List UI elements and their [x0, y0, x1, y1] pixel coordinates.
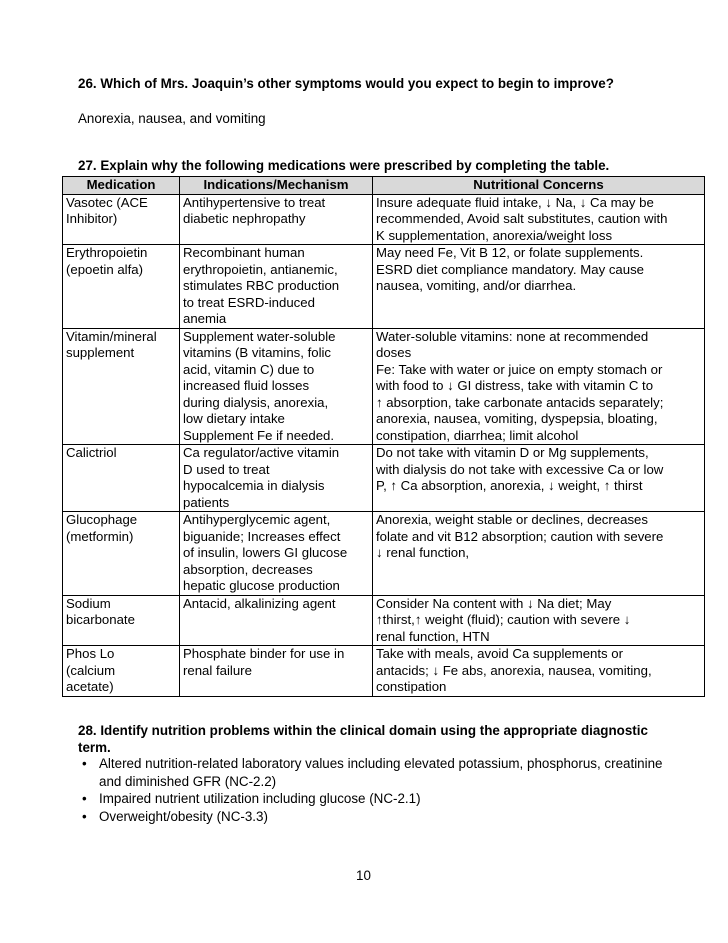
cell-line: vitamins (B vitamins, folic — [183, 345, 332, 360]
medication-cell — [63, 595, 180, 646]
header-indications: Indications/Mechanism — [180, 177, 373, 195]
cell-line: Vasotec (ACE — [66, 194, 148, 210]
answer-26: Anorexia, nausea, and vomiting — [78, 111, 266, 126]
cell-line: recommended, Avoid salt substitutes, caution with — [376, 211, 668, 226]
cell-line: acid, vitamin C) due to — [183, 361, 315, 377]
cell-line: Phosphate binder for use in — [183, 646, 345, 661]
cell-line: Inhibitor) — [66, 211, 118, 226]
cell-line: (metformin) — [66, 528, 134, 544]
medication-cell — [63, 328, 180, 445]
cell-line: supplement — [66, 345, 135, 360]
cell-line: K supplementation, anorexia/weight loss — [376, 227, 613, 243]
cell-line: constipation — [376, 679, 447, 694]
cell-line: low dietary intake — [183, 411, 285, 426]
concerns-cell — [373, 194, 705, 245]
medication-cell — [63, 445, 180, 512]
cell-line: during dialysis, anorexia, — [183, 394, 329, 410]
cell-line: Antihyperglycemic agent, — [183, 512, 331, 527]
cell-line: Antacid, alkalinizing agent — [183, 595, 336, 611]
cell-line: ESRD diet compliance mandatory. May cause — [376, 261, 645, 277]
table-row — [63, 194, 705, 245]
cell-line: ↓ renal function, — [376, 545, 470, 560]
concerns-cell — [373, 646, 705, 697]
cell-line: folate and vit B12 absorption; caution with severe — [376, 528, 664, 544]
question-27: 27. Explain why the following medications were prescribed by completing the table. — [78, 158, 610, 173]
table-header-row — [63, 177, 705, 195]
medication-cell — [63, 194, 180, 245]
indications-cell — [180, 328, 373, 445]
table-row — [63, 245, 705, 329]
cell-line: hepatic glucose production — [183, 578, 340, 593]
cell-line: bicarbonate — [66, 612, 135, 627]
cell-line: nausea, vomiting, and/or diarrhea. — [376, 278, 577, 293]
cell-line: Water-soluble vitamins: none at recommended — [376, 328, 649, 344]
cell-line: Erythropoietin — [66, 245, 148, 260]
cell-line: Antihypertensive to treat — [183, 194, 326, 210]
medications-table — [62, 176, 705, 697]
table-row — [63, 445, 705, 512]
cell-line: Consider Na content with ↓ Na diet; May — [376, 595, 612, 611]
medication-cell — [63, 245, 180, 329]
indications-cell — [180, 512, 373, 596]
cell-line: biguanide; Increases effect — [183, 528, 341, 544]
cell-line: patients — [183, 494, 230, 510]
cell-line: acetate) — [66, 679, 114, 694]
cell-line: Sodium — [66, 595, 111, 611]
concerns-cell — [373, 245, 705, 329]
table-row — [63, 328, 705, 445]
bullet-icon: • — [82, 808, 87, 824]
cell-line: P, ↑ Ca absorption, anorexia, ↓ weight, ↑ thirst — [376, 478, 643, 493]
cell-line: stimulates RBC production — [183, 278, 340, 293]
medication-cell — [63, 646, 180, 697]
cell-line: Take with meals, avoid Ca supplements or — [376, 646, 624, 661]
cell-line: anemia — [183, 311, 227, 326]
list-item-text: Altered nutrition-related laboratory values including elevated potassium, phosphorus, creatinine and diminished GFR (NC-2.2) — [99, 756, 663, 789]
concerns-cell — [373, 328, 705, 445]
nutrition-problem-list — [78, 755, 678, 825]
question-26: 26. Which of Mrs. Joaquin’s other symptoms would you expect to begin to improve? — [78, 76, 614, 91]
cell-line: Supplement Fe if needed. — [183, 427, 335, 443]
cell-line: with dialysis do not take with excessive Ca or low — [376, 461, 664, 477]
indications-cell — [180, 595, 373, 646]
bullet-icon: • — [82, 791, 87, 806]
cell-line: erythropoietin, antianemic, — [183, 261, 338, 277]
table-row — [63, 595, 705, 646]
cell-line: Calictriol — [66, 445, 117, 460]
cell-line: of insulin, lowers GI glucose — [183, 545, 348, 560]
list-item-text: Impaired nutrient utilization including glucose (NC-2.1) — [99, 791, 421, 806]
page-number: 10 — [356, 868, 371, 883]
header-concerns: Nutritional Concerns — [373, 177, 705, 195]
bullet-icon: • — [82, 756, 87, 771]
question-28: 28. Identify nutrition problems within the clinical domain using the appropriate diagnostic term. — [78, 723, 648, 755]
cell-line: Do not take with vitamin D or Mg supplements, — [376, 445, 649, 460]
cell-line: Phos Lo — [66, 646, 115, 661]
cell-line: renal failure — [183, 662, 252, 678]
indications-cell — [180, 445, 373, 512]
cell-line: ↑ absorption, take carbonate antacids separately; — [376, 394, 664, 410]
cell-line: D used to treat — [183, 461, 270, 477]
list-item — [78, 755, 678, 790]
cell-line: constipation, diarrhea; limit alcohol — [376, 427, 579, 443]
cell-line: (calcium — [66, 662, 116, 678]
concerns-cell — [373, 595, 705, 646]
medication-cell — [63, 512, 180, 596]
cell-line: Insure adequate fluid intake, ↓ Na, ↓ Ca may be — [376, 194, 654, 210]
list-item-text: Overweight/obesity (NC-3.3) — [99, 808, 268, 824]
cell-line: Glucophage — [66, 512, 138, 527]
list-item — [78, 790, 678, 808]
concerns-cell — [373, 445, 705, 512]
cell-line: Recombinant human — [183, 245, 305, 260]
cell-line: Vitamin/mineral — [66, 328, 157, 344]
cell-line: increased fluid losses — [183, 378, 310, 393]
table-row — [63, 512, 705, 596]
header-medication: Medication — [63, 177, 180, 195]
cell-line: (epoetin alfa) — [66, 261, 143, 277]
cell-line: to treat ESRD-induced — [183, 294, 315, 310]
cell-line: renal function, HTN — [376, 628, 490, 644]
cell-line: antacids; ↓ Fe abs, anorexia, nausea, vomiting, — [376, 662, 652, 678]
cell-line: ↑thirst,↑ weight (fluid); caution with severe ↓ — [376, 612, 631, 627]
cell-line: absorption, decreases — [183, 561, 313, 577]
cell-line: Anorexia, weight stable or declines, decreases — [376, 512, 648, 527]
list-item — [78, 808, 678, 826]
indications-cell — [180, 245, 373, 329]
indications-cell — [180, 646, 373, 697]
cell-line: diabetic nephropathy — [183, 211, 306, 226]
concerns-cell — [373, 512, 705, 596]
table-row — [63, 646, 705, 697]
indications-cell — [180, 194, 373, 245]
cell-line: May need Fe, Vit B 12, or folate supplements. — [376, 245, 644, 260]
cell-line: doses — [376, 345, 412, 360]
cell-line: hypocalcemia in dialysis — [183, 478, 325, 493]
cell-line: anorexia, nausea, vomiting, dyspepsia, bloating, — [376, 411, 658, 426]
cell-line: Ca regulator/active vitamin — [183, 445, 340, 460]
cell-line: with food to ↓ GI distress, take with vitamin C to — [376, 378, 654, 393]
cell-line: Fe: Take with water or juice on empty stomach or — [376, 361, 663, 377]
cell-line: Supplement water-soluble — [183, 328, 336, 344]
